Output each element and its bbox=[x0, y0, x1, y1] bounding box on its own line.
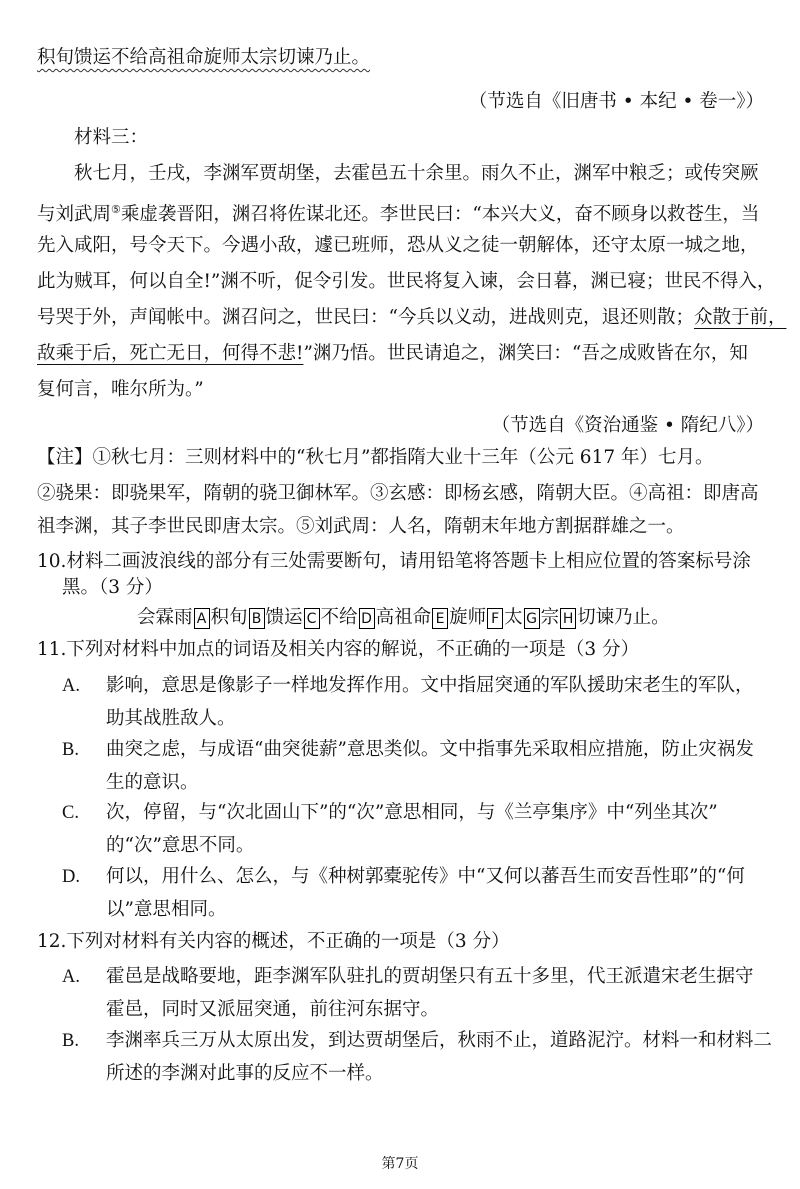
q11-stem: 11.下列对材料中加点的词语及相关内容的解说，不正确的一项是（3 分） bbox=[37, 639, 640, 660]
q10-segment: 高祖命 bbox=[375, 607, 432, 628]
q10-stem-line-2: 黑。（3 分） bbox=[62, 577, 163, 598]
underlined-text: 众散于前， bbox=[693, 307, 787, 328]
q10-segment: 馈运 bbox=[265, 607, 303, 628]
q11-option-b-label[interactable]: B. bbox=[62, 740, 79, 760]
answer-box-e[interactable]: E bbox=[432, 608, 448, 629]
q11-option-d-label[interactable]: D. bbox=[62, 867, 80, 887]
q12-option-a-label[interactable]: A. bbox=[62, 967, 80, 987]
q11-option-a-line-1: 影响，意思是像影子一样地发挥作用。文中指屈突通的军队援助宋老生的军队， bbox=[106, 675, 754, 696]
note-line-2: ②骁果：即骁果军，隋朝的骁卫御林军。③玄感：即杨玄感，隋朝大臣。④高祖：即唐高 bbox=[37, 483, 759, 504]
material3-title: 材料三： bbox=[74, 127, 149, 148]
page-number: 第7页 bbox=[381, 1156, 419, 1172]
material3-line-4: 此为贼耳，何以自全!”渊不听，促令引发。世民将复入谏，会日暮，渊已寝；世民不得入， bbox=[37, 271, 776, 292]
note-line-3: 祖李渊，其子李世民即唐太宗。⑤刘武周：人名，隋朝末年地方割据群雄之一。 bbox=[37, 516, 685, 537]
note-line-1: 【注】①秋七月：三则材料中的“秋七月”都指隋大业十三年（公元 617 年）七月。 bbox=[37, 447, 714, 468]
q11-option-d-line-1: 何以，用什么、怎么，与《种树郭橐驼传》中“又何以蕃吾生而安吾性耶”的“何 bbox=[106, 866, 745, 887]
q11-option-c-label[interactable]: C. bbox=[62, 803, 79, 823]
q10-segment: 不给 bbox=[320, 607, 358, 628]
q10-segment: 积旬 bbox=[210, 607, 248, 628]
q10-segment: 切谏乃止。 bbox=[577, 607, 670, 628]
answer-box-c[interactable]: C bbox=[304, 608, 320, 629]
answer-box-h[interactable]: H bbox=[560, 608, 576, 629]
q12-option-b-line-1: 李渊率兵三万从太原出发，到达贾胡堡后，秋雨不止，道路泥泞。材料一和材料二 bbox=[106, 1030, 773, 1051]
answer-box-a[interactable]: A bbox=[194, 608, 210, 629]
q12-stem: 12.下列对材料有关内容的概述，不正确的一项是（3 分） bbox=[37, 931, 510, 952]
q12-option-a-line-2: 霍邑，同时又派屈突通，前往河东据守。 bbox=[106, 999, 440, 1020]
q11-option-a-line-2: 助其战胜敌人。 bbox=[106, 708, 236, 729]
answer-box-f[interactable]: F bbox=[487, 608, 503, 629]
material3-line-3: 先入咸阳，号令天下。今遇小敌，遽已班师，恐从义之徒一朝解体，还守太原一城之地， bbox=[37, 235, 759, 256]
answer-box-g[interactable]: G bbox=[524, 608, 540, 629]
material2-last-line: 积旬馈运不给高祖命旋师太宗切谏乃止。 bbox=[37, 47, 371, 68]
text-segment: 与刘武周 bbox=[37, 204, 112, 226]
q10-segment-line bbox=[137, 605, 670, 631]
q11-option-c-line-2: 的“次”意思不同。 bbox=[106, 835, 255, 856]
q11-option-d-line-2: 以”意思相同。 bbox=[106, 899, 227, 920]
text-segment: 乘虚袭晋阳，渊召将佐谋北还。李世民曰：“本兴大义，奋不顾身以救苍生，当 bbox=[120, 204, 760, 226]
material3-source: （节选自《资治通鉴 • 隋纪八》） bbox=[491, 415, 764, 436]
footnote-mark: ⑤ bbox=[111, 203, 121, 216]
material3-line-1: 秋七月，壬戌，李渊军贾胡堡，去霍邑五十余里。雨久不止，渊军中粮乏；或传突厥 bbox=[74, 163, 759, 184]
q11-option-a-label[interactable]: A. bbox=[62, 676, 80, 696]
q10-segment: 旋师 bbox=[449, 607, 487, 628]
q12-option-b-label[interactable]: B. bbox=[62, 1031, 79, 1051]
answer-box-b[interactable]: B bbox=[249, 608, 265, 629]
text-segment: ”渊乃悟。世民请追之，渊笑曰：“吾之成败皆在尔，知 bbox=[303, 343, 748, 364]
q11-option-c-line-1: 次，停留，与“次北固山下”的“次”意思相同，与《兰亭集序》中“列坐其次” bbox=[106, 802, 718, 823]
q10-segment: 会霖雨 bbox=[137, 607, 193, 628]
material3-line-6 bbox=[37, 341, 748, 367]
material3-line-7: 复何言，唯尔所为。” bbox=[37, 379, 204, 400]
material2-source: （节选自《旧唐书 • 本纪 • 卷一》） bbox=[468, 91, 764, 112]
q11-option-b-line-2: 生的意识。 bbox=[106, 772, 199, 793]
q12-option-b-line-2: 所述的李渊对此事的反应不一样。 bbox=[106, 1063, 384, 1084]
q12-option-a-line-1: 霍邑是战略要地，距李渊军队驻扎的贾胡堡只有五十多里，代王派遣宋老生据守 bbox=[106, 966, 754, 987]
q10-segment: 太 bbox=[504, 607, 523, 628]
material3-line-2 bbox=[37, 197, 759, 228]
q10-segment: 宗 bbox=[540, 607, 560, 628]
underlined-text: 敌乘于后，死亡无日，何得不悲! bbox=[37, 343, 304, 364]
text-segment: 号哭于外，声闻帐中。渊召问之，世民曰：“今兵以义动，进战则克，退还则散； bbox=[37, 307, 694, 328]
material3-line-5 bbox=[37, 305, 786, 331]
answer-box-d[interactable]: D bbox=[359, 608, 375, 629]
q10-stem-line-1: 10.材料二画波浪线的部分有三处需要断句，请用铅笔将答题卡上相应位置的答案标号涂 bbox=[37, 551, 751, 572]
q11-option-b-line-1: 曲突之虑，与成语“曲突徙薪”意思类似。文中指事先采取相应措施，防止灾祸发 bbox=[106, 739, 754, 760]
